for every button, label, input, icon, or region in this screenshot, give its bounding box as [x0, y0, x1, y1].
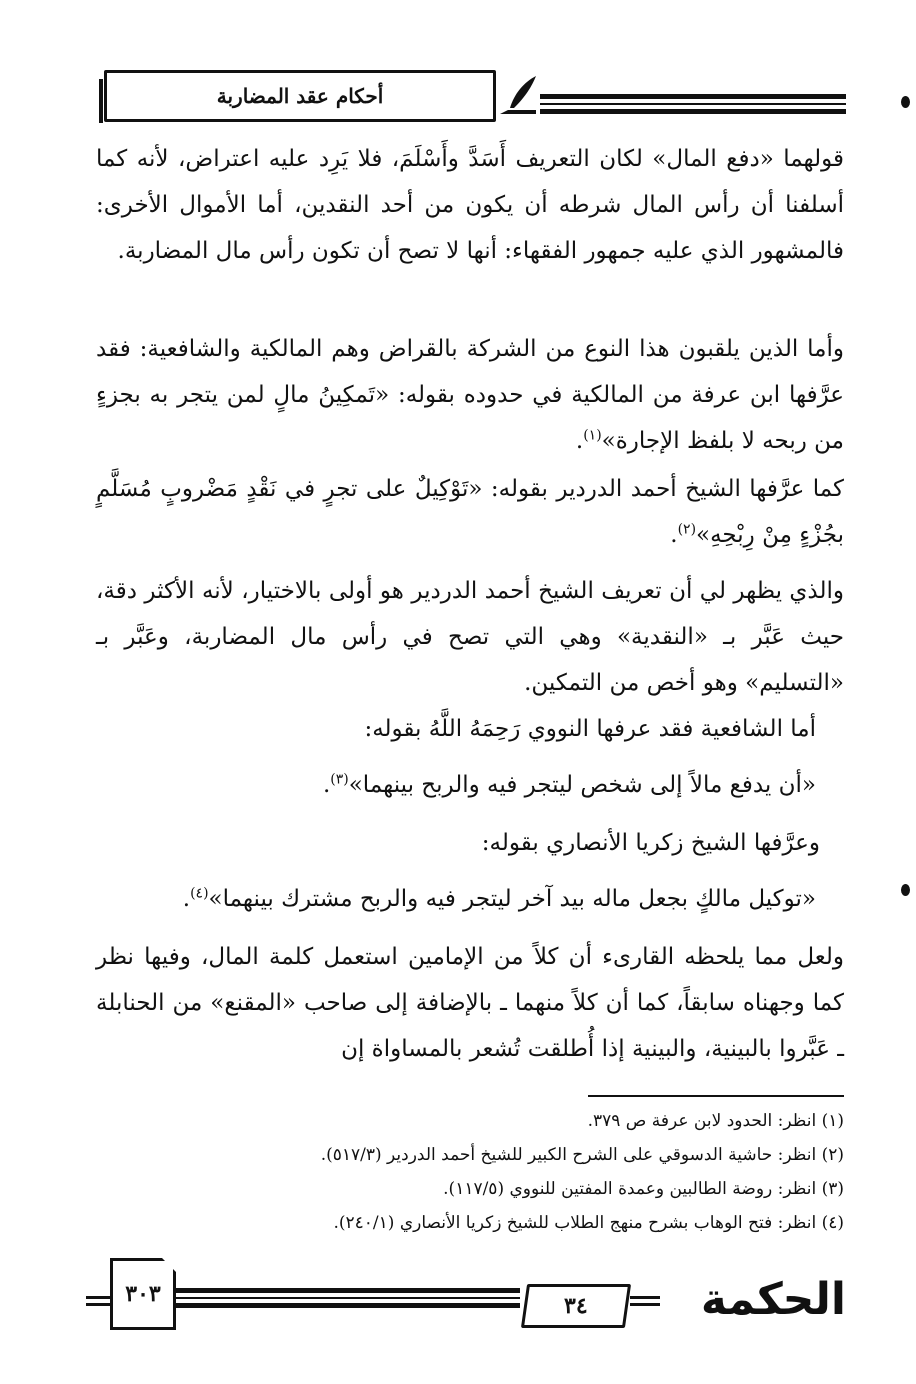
footnote-ref: (٢)	[677, 521, 697, 538]
margin-dot	[901, 884, 910, 896]
quotation: «توكيل مالكٍ بجعل ماله بيد آخر ليتجر فيه والربح مشترك بينهما»$^{(٤)}$.	[182, 885, 816, 912]
paragraph: وعرَّفها الشيخ زكريا الأنصاري بقوله:	[481, 830, 820, 856]
paragraph: وأما الذين يلقبون هذا النوع من الشركة بالقراض وهم المالكية والشافعية: فقد عرَّفها ابن عرفة من المالكية في حدوده بقوله: «تَمكِينُ مالٍ لمن يتجر به بجزءٍ من ربحه لا بلفظ الإجارة»$^{(١)}$.	[96, 336, 845, 454]
quotation: «أن يدفع مالاً إلى شخص ليتجر فيه والربح بينهما»$^{(٣)}$.	[322, 771, 816, 798]
paragraph: كما عرَّفها الشيخ أحمد الدردير بقوله: «تَوْكِيلٌ على تجرٍ في نَقْدٍ مَضْروبٍ مُسَلَّمٍ بجُزْءٍ مِنْ رِبْحِهِ»$^{(٢)}$.	[96, 476, 844, 548]
footnote-ref: (٤)	[190, 885, 209, 902]
footnote: (٣) انظر: روضة الطالبين وعمدة المفتين للنووي (١١٧/٥).	[443, 1179, 844, 1199]
footnote: (١) انظر: الحدود لابن عرفة ص ٣٧٩.	[587, 1111, 844, 1131]
paragraph-text: وأما الذين يلقبون هذا النوع من الشركة بالقراض وهم المالكية والشافعية: فقد عرَّفها ابن عرفة من المالكية في حدوده بقوله: «تَمكِينُ مالٍ لمن يتجر به بجزءٍ من ربحه لا بلفظ الإجارة»	[96, 336, 845, 454]
issue-number-box	[521, 1284, 631, 1328]
quotation-text: «توكيل مالكٍ بجعل ماله بيد آخر ليتجر فيه والربح مشترك بينهما»	[208, 886, 816, 912]
header-rule	[540, 94, 846, 118]
issue-number: ٣٤	[564, 1293, 588, 1319]
footer-rule	[86, 1296, 110, 1310]
footnote: (٤) انظر: فتح الوهاب بشرح منهج الطلاب للشيخ زكريا الأنصاري (٢٤٠/١).	[333, 1213, 844, 1233]
footnote-separator	[588, 1095, 844, 1097]
footnote: (٢) انظر: حاشية الدسوقي على الشرح الكبير للشيخ أحمد الدردير (٥١٧/٣).	[320, 1145, 844, 1165]
footnotes-list	[120, 1104, 844, 1240]
quotation-text: «أن يدفع مالاً إلى شخص ليتجر فيه والربح بينهما»	[348, 772, 816, 798]
footer-rule	[176, 1288, 520, 1312]
quill-pen-icon	[496, 74, 542, 118]
footnote-ref: (١)	[583, 427, 602, 444]
page-number: ٣٠٣	[125, 1281, 161, 1307]
paragraph: ولعل مما يلحظه القارىء أن كلاً من الإمامين استعمل كلمة المال، وفيها نظر كما وجهناه سابقاً، كما أن كلاً منهما ـ بالإضافة إلى صاحب «المقنع» من الحنابلة ـ عَبَّروا بالبينية، والبينية إذا أُطلقت تُشعر بالمساواة إن	[96, 944, 844, 1062]
paragraph-text: كما عرَّفها الشيخ أحمد الدردير بقوله: «تَوْكِيلٌ على تجرٍ في نَقْدٍ مَضْروبٍ مُسَلَّمٍ بجُزْءٍ مِنْ رِبْحِهِ»	[96, 476, 844, 548]
paragraph: والذي يظهر لي أن تعريف الشيخ أحمد الدردير هو أولى بالاختيار، لأنه الأكثر دقة، حيث عَبَّر بـ «النقدية» وهي التي تصح في رأس مال المضاربة، وعَبَّر بـ «التسليم» وهو أخص من التمكين.	[96, 578, 844, 696]
page-number-box	[110, 1258, 176, 1330]
paragraph: أما الشافعية فقد عرفها النووي رَحِمَهُ اللَّهُ بقوله:	[364, 716, 816, 742]
paragraph: قولهما «دفع المال» لكان التعريف أَسَدَّ وأَسْلَمَ، فلا يَرِد عليه اعتراض، لأنه كما أسلفنا أن رأس المال شرطه أن يكون من أحد النقدين، أما الأموال الأخرى: فالمشهور الذي عليه جمهور الفقهاء: أنها لا تصح أن تكون رأس مال المضاربة.	[96, 146, 844, 264]
footnote-ref: (٣)	[330, 771, 349, 788]
journal-logo: الحكمة	[700, 1274, 846, 1325]
margin-dot	[901, 96, 910, 108]
running-header-title: أحكام عقد المضاربة	[216, 84, 384, 108]
footer-rule	[630, 1296, 660, 1310]
running-header	[104, 70, 496, 122]
